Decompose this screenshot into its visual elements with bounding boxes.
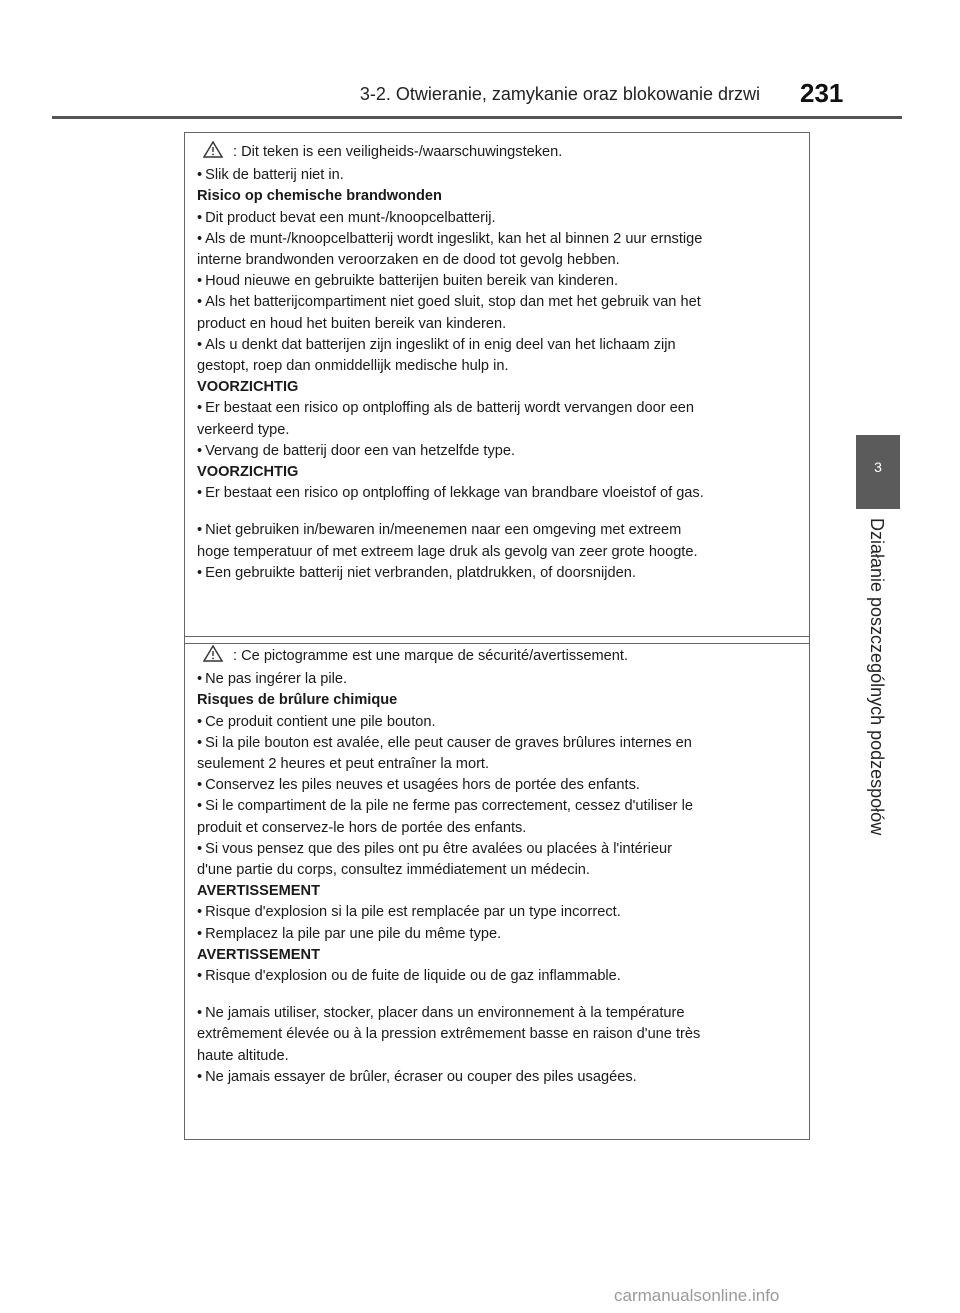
text-lines	[197, 165, 797, 584]
text-line: produit et conservez-le hors de portée des enfants.	[197, 819, 527, 836]
warning-panel-dutch	[184, 132, 810, 644]
text-line: • Conservez les piles neuves et usagées hors de portée des enfants.	[197, 775, 797, 796]
text-line: • Ne jamais utiliser, stocker, placer dans un environnement à la température	[197, 1003, 797, 1024]
text-line: • Als de munt-/knoopcelbatterij wordt ingeslikt, kan het al binnen 2 uur ernstige	[197, 229, 797, 250]
text-lines	[197, 669, 797, 1088]
text-line: • Si vous pensez que des piles ont pu être avalées ou placées à l'intérieur	[197, 839, 797, 860]
text-line: haute altitude.	[197, 1047, 289, 1064]
text-line: • Houd nieuwe en gebruikte batterijen buiten bereik van kinderen.	[197, 271, 797, 292]
text-line: • Remplacez la pile par une pile du même type.	[197, 924, 797, 945]
chapter-number: 3	[874, 459, 882, 475]
text-line: • Niet gebruiken in/bewaren in/meenemen naar een omgeving met extreem	[197, 520, 797, 541]
text-line: • Risque d'explosion ou de fuite de liquide ou de gaz inflammable.	[197, 966, 797, 987]
section-heading: Risico op chemische brandwonden	[197, 188, 442, 205]
section-heading: Risques de brûlure chimique	[197, 692, 398, 709]
section-heading: VOORZICHTIG	[197, 464, 299, 481]
section-title: 3-2. Otwieranie, zamykanie oraz blokowanie drzwi	[359, 84, 760, 104]
chapter-title: Działanie poszczególnych podzespołów	[867, 518, 887, 836]
text-line: • Vervang de batterij door een van hetzelfde type.	[197, 441, 797, 462]
section-heading: AVERTISSEMENT	[197, 883, 320, 900]
text-line: verkeerd type.	[197, 421, 290, 438]
text-line: • Slik de batterij niet in.	[197, 165, 797, 186]
warning-panel-french	[184, 636, 810, 1140]
text-line: • Risque d'explosion si la pile est remplacée par un type incorrect.	[197, 902, 797, 923]
text-line: hoge temperatuur of met extreem lage druk als gevolg van zeer grote hoogte.	[197, 543, 698, 560]
text-line: • Si le compartiment de la pile ne ferme pas correctement, cessez d'utiliser le	[197, 796, 797, 817]
watermark: carmanualsonline.info	[614, 1286, 780, 1305]
warning-triangle-icon	[203, 141, 223, 165]
text-line: • Ne jamais essayer de brûler, écraser ou couper des piles usagées.	[197, 1067, 797, 1088]
text-line: • Als u denkt dat batterijen zijn ingeslikt of in enig deel van het lichaam zijn	[197, 335, 797, 356]
text-line: • Ce produit contient une pile bouton.	[197, 712, 797, 733]
text-line: • Dit product bevat een munt-/knoopcelbatterij.	[197, 208, 797, 229]
symbol-line	[197, 141, 797, 165]
text-line: • Er bestaat een risico op ontploffing als de batterij wordt vervangen door een	[197, 398, 797, 419]
symbol-description: : Ce pictogramme est une marque de sécurité/avertissement.	[233, 648, 629, 664]
text-line: • Er bestaat een risico op ontploffing of lekkage van brandbare vloeistof of gas.	[197, 483, 797, 504]
text-line: seulement 2 heures et peut entraîner la mort.	[197, 756, 490, 773]
text-line: interne brandwonden veroorzaken en de dood tot gevolg hebben.	[197, 252, 620, 269]
page-number: 231	[800, 78, 844, 108]
chapter-tab	[856, 435, 900, 509]
symbol-description: : Dit teken is een veiligheids-/waarschuwingsteken.	[233, 144, 563, 160]
section-heading: VOORZICHTIG	[197, 379, 299, 396]
text-line: • Een gebruikte batterij niet verbranden, platdrukken, of doorsnijden.	[197, 563, 797, 584]
text-line: product en houd het buiten bereik van kinderen.	[197, 315, 507, 332]
text-line: gestopt, roep dan onmiddellijk medische hulp in.	[197, 358, 509, 375]
text-line: • Ne pas ingérer la pile.	[197, 669, 797, 690]
symbol-line	[197, 645, 797, 669]
text-line: • Si la pile bouton est avalée, elle peut causer de graves brûlures internes en	[197, 733, 797, 754]
section-heading: AVERTISSEMENT	[197, 946, 320, 963]
header-divider	[52, 116, 902, 119]
text-line: • Als het batterijcompartiment niet goed sluit, stop dan met het gebruik van het	[197, 292, 797, 313]
text-line: extrêmement élevée ou à la pression extrêmement basse en raison d'une très	[197, 1026, 701, 1043]
warning-triangle-icon	[203, 645, 223, 669]
text-line: d'une partie du corps, consultez immédiatement un médecin.	[197, 862, 590, 879]
